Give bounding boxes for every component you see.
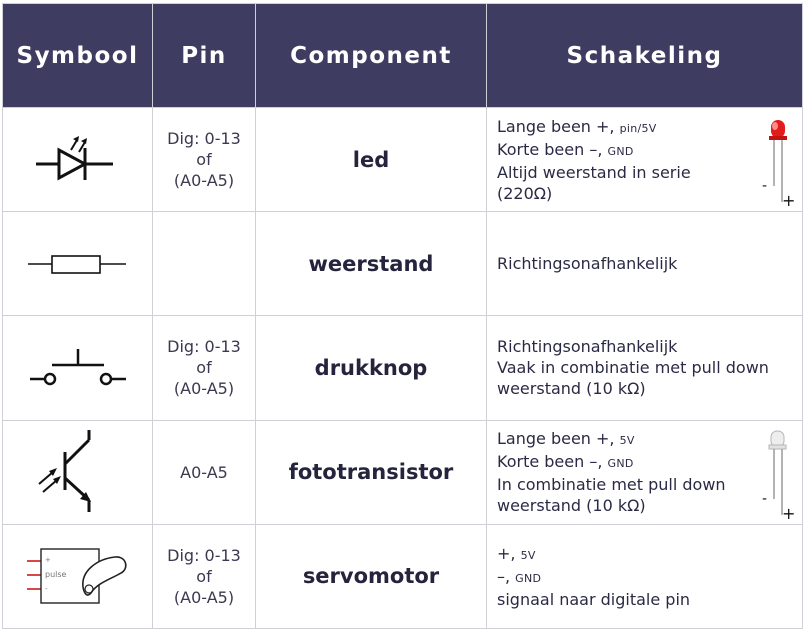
pin-line: of (196, 150, 212, 170)
component-name: servomotor (256, 524, 487, 628)
table-row (3, 212, 803, 316)
servomotor-symbol-icon (23, 541, 133, 611)
symbol-cell (3, 420, 153, 524)
photo-minus-label: - (762, 178, 768, 194)
circuit-line: signaal naar digitale pin (497, 589, 691, 609)
circuit-line: (220Ω) (497, 183, 553, 203)
pin-line: (A0-A5) (173, 171, 235, 191)
pin-cell (153, 316, 256, 420)
circuit-cell (487, 316, 803, 420)
symbol-cell (3, 524, 153, 628)
header-pin: Pin (153, 4, 256, 108)
pin-line: A0-A5 (180, 462, 228, 482)
led-symbol-icon (33, 130, 123, 190)
circuit-cell (487, 212, 803, 316)
pin-cell (153, 212, 256, 316)
header-circuit: Schakeling (487, 4, 803, 108)
circuit-cell (487, 420, 803, 524)
pin-line: of (196, 566, 212, 586)
circuit-text: Lange been +, (497, 116, 620, 136)
pin-line: (A0-A5) (173, 587, 235, 607)
circuit-note: 5V (520, 548, 536, 562)
pin-line: of (196, 358, 212, 378)
component-name: drukknop (256, 316, 487, 420)
pin-line: (A0-A5) (173, 379, 235, 399)
symbol-cell (3, 108, 153, 212)
circuit-note: GND (607, 144, 634, 158)
circuit-line (497, 566, 802, 589)
circuit-text: +, (497, 543, 521, 563)
servo-pulse-label: pulse (44, 570, 66, 580)
circuit-line: Vaak in combinatie met pull down (497, 358, 769, 378)
circuit-line: Altijd weerstand in serie (497, 162, 691, 182)
circuit-note: GND (515, 571, 542, 585)
pin-line: Dig: 0-13 (167, 337, 241, 357)
table-row (3, 108, 803, 212)
servo-plus-pin-label: + (44, 556, 51, 565)
circuit-line: weerstand (10 kΩ) (497, 379, 646, 399)
table-header-row (3, 4, 803, 108)
photo-plus-label: + (782, 503, 796, 521)
component-name: led (256, 108, 487, 212)
pin-line: Dig: 0-13 (167, 545, 241, 565)
phototransistor-symbol-icon (33, 426, 123, 518)
circuit-line: Richtingsonafhankelijk (497, 254, 678, 274)
circuit-line: Richtingsonafhankelijk (497, 337, 678, 357)
component-name: fototransistor (256, 420, 487, 524)
circuit-note: GND (607, 457, 634, 471)
table-row (3, 316, 803, 420)
circuit-line (497, 116, 802, 139)
symbol-cell (3, 316, 153, 420)
circuit-text: Korte been –, (497, 139, 608, 159)
circuit-line: In combinatie met pull down (497, 475, 726, 495)
circuit-line (497, 428, 802, 451)
component-table (2, 3, 803, 629)
circuit-note: 5V (619, 434, 635, 448)
circuit-line (497, 139, 802, 162)
photo-plus-label: + (782, 191, 796, 208)
circuit-text: Lange been +, (497, 429, 620, 449)
red-led-photo-icon (760, 110, 796, 208)
pin-cell (153, 108, 256, 212)
circuit-cell (487, 524, 803, 628)
circuit-text: –, (497, 566, 516, 586)
header-symbol: Symbool (3, 4, 153, 108)
pin-cell (153, 524, 256, 628)
circuit-line (497, 451, 802, 474)
table-row (3, 420, 803, 524)
circuit-text: Korte been –, (497, 452, 608, 472)
circuit-note: pin/5V (619, 121, 657, 135)
component-name: weerstand (256, 212, 487, 316)
circuit-line: weerstand (10 kΩ) (497, 496, 646, 516)
pin-line: Dig: 0-13 (167, 129, 241, 149)
resistor-symbol-icon (26, 244, 130, 284)
phototransistor-photo-icon (760, 423, 796, 521)
pin-cell (153, 420, 256, 524)
symbol-cell (3, 212, 153, 316)
table-row (3, 524, 803, 628)
header-component: Component (256, 4, 487, 108)
servo-minus-pin-label: - (44, 585, 48, 594)
circuit-cell (487, 108, 803, 212)
photo-minus-label: - (762, 490, 768, 507)
pushbutton-symbol-icon (28, 343, 128, 393)
circuit-line (497, 543, 802, 566)
